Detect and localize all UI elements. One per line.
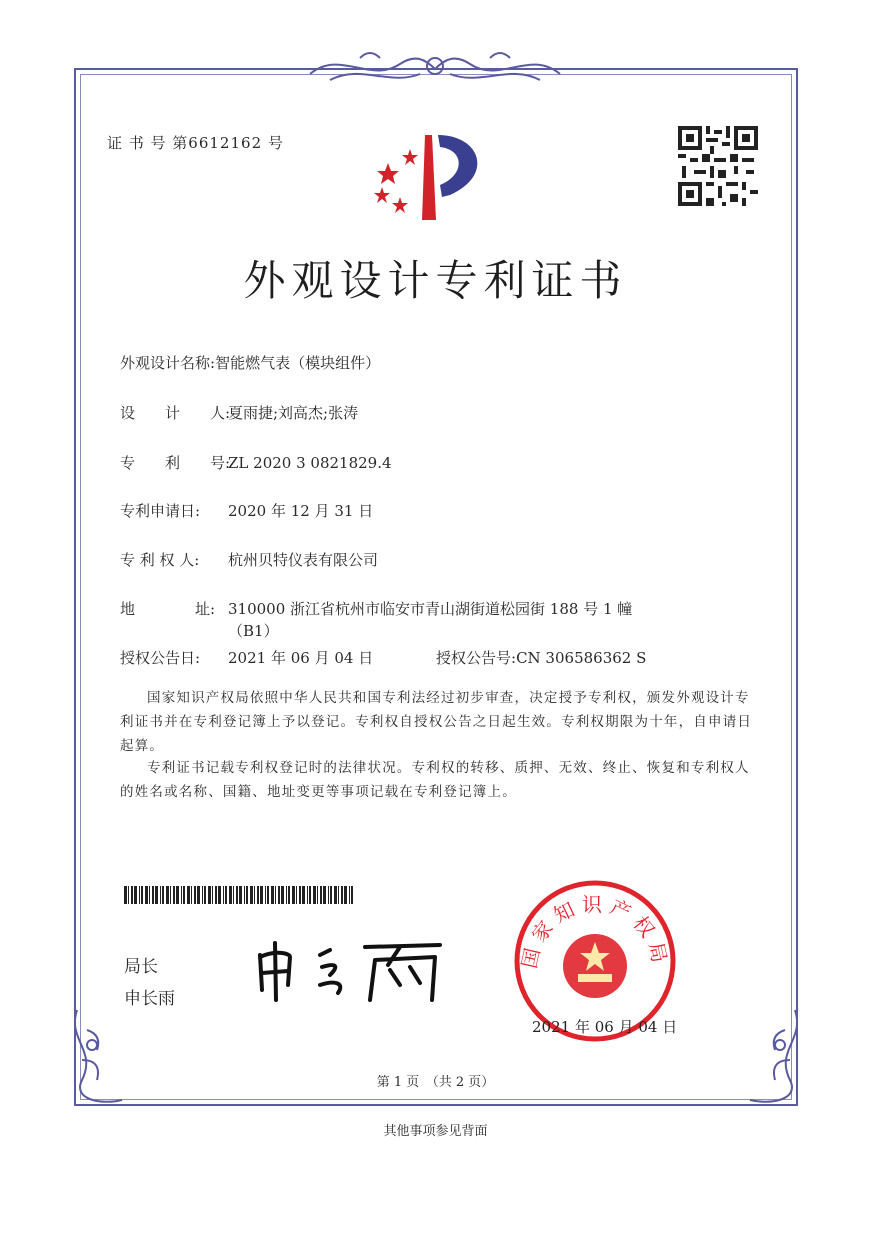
designer-value: 夏雨捷;刘高杰;张涛 [228, 404, 359, 422]
barcode-bar [275, 886, 276, 904]
barcode-bar [191, 886, 192, 904]
barcode-bar [218, 886, 221, 904]
barcode-bar [323, 886, 326, 904]
filing-date-value: 2020 年 12 月 31 日 [228, 502, 374, 520]
grant-number-label: 授权公告号: [436, 649, 517, 667]
handwritten-signature [250, 935, 450, 1005]
grant-number-value: CN 306586362 S [516, 649, 647, 667]
filing-date-row [120, 500, 373, 521]
qr-code-icon [678, 126, 758, 206]
barcode-bar [212, 886, 213, 904]
barcode-bar [330, 886, 332, 904]
barcode-bar [286, 886, 287, 904]
seal-date: 2021 年 06 月 04 日 [532, 1018, 678, 1036]
barcode-bar [160, 886, 161, 904]
barcode-bar [128, 886, 129, 904]
patent-number-label: 专 利 号: [120, 454, 231, 472]
barcode-bar [202, 886, 203, 904]
certificate-number: 证 书 号 第6612162 号 [107, 134, 284, 152]
footer-note: 其他事项参见背面 [383, 1124, 488, 1139]
barcode-bar [317, 886, 318, 904]
barcode-bar [254, 886, 255, 904]
barcode-bar [215, 886, 217, 904]
barcode-bar [271, 886, 274, 904]
barcode-bar [225, 886, 227, 904]
barcode-bar [131, 886, 133, 904]
barcode-icon [124, 886, 354, 904]
barcode-bar [162, 886, 164, 904]
barcode-bar [349, 886, 350, 904]
barcode-bar [351, 886, 353, 904]
barcode-bar [236, 886, 238, 904]
address-value-line2: （B1） [228, 622, 279, 640]
barcode-bar [187, 886, 190, 904]
barcode-bar [292, 886, 295, 904]
barcode-bar [239, 886, 242, 904]
barcode-bar [176, 886, 179, 904]
designer-label: 设 计 人: [120, 404, 231, 422]
barcode-bar [170, 886, 171, 904]
barcode-bar [278, 886, 280, 904]
director-name: 申长雨 [124, 989, 175, 1009]
address-value-line1: 310000 浙江省杭州市临安市青山湖街道松园街 188 号 1 幢 [228, 600, 633, 618]
barcode-bar [141, 886, 143, 904]
barcode-bar [124, 886, 127, 904]
patentee-label: 专 利 权 人: [120, 551, 200, 569]
body-paragraph-1: 国家知识产权局依照中华人民共和国专利法经过初步审查，决定授予专利权，颁发外观设计专利证书并在专利登记簿上予以登记。专利权自授权公告之日起生效。专利权期限为十年，自申请日起算。 [120, 690, 753, 754]
barcode-bar [334, 886, 337, 904]
barcode-bar [194, 886, 196, 904]
design-name-label: 外观设计名称: [120, 354, 216, 372]
seal-text: 国家知识产权局 [517, 892, 673, 971]
barcode-bar [320, 886, 322, 904]
barcode-bar [181, 886, 182, 904]
design-name-row [120, 352, 380, 373]
address-row [120, 598, 632, 619]
barcode-bar [149, 886, 150, 904]
barcode-bar [152, 886, 154, 904]
barcode-bar [267, 886, 269, 904]
director-title: 局长 [124, 957, 158, 977]
barcode-bar [257, 886, 259, 904]
barcode-bar [344, 886, 347, 904]
barcode-bar [265, 886, 266, 904]
filing-date-label: 专利申请日: [120, 502, 201, 520]
barcode-bar [281, 886, 284, 904]
barcode-bar [197, 886, 200, 904]
barcode-bar [223, 886, 224, 904]
top-ornament [300, 44, 570, 90]
barcode-bar [341, 886, 343, 904]
barcode-bar [166, 886, 169, 904]
bottom-right-ornament [740, 1000, 810, 1110]
barcode-bar [309, 886, 311, 904]
barcode-bar [299, 886, 301, 904]
address-label: 地 址: [120, 600, 216, 618]
barcode-bar [233, 886, 234, 904]
barcode-bar [307, 886, 308, 904]
grant-date-label: 授权公告日: [120, 649, 201, 667]
barcode-bar [302, 886, 305, 904]
certificate-title: 外观设计专利证书 [243, 256, 628, 305]
barcode-bar [173, 886, 175, 904]
page-number: 第 1 页 （共 2 页） [376, 1075, 495, 1090]
barcode-bar [246, 886, 248, 904]
barcode-bar [296, 886, 297, 904]
patent-number-value: ZL 2020 3 0821829.4 [228, 454, 392, 472]
cnipa-logo-icon [370, 125, 500, 225]
barcode-bar [145, 886, 148, 904]
patentee-value: 杭州贝特仪表有限公司 [228, 551, 379, 569]
barcode-bar [139, 886, 140, 904]
body-paragraph-2: 专利证书记载专利权登记时的法律状况。专利权的转移、质押、无效、终止、恢复和专利权人的姓名或名称、国籍、地址变更等事项记载在专利登记簿上。 [120, 760, 750, 800]
barcode-bar [134, 886, 137, 904]
patent-number-row [120, 452, 392, 473]
barcode-bar [328, 886, 329, 904]
grant-date-row [120, 647, 373, 668]
barcode-bar [244, 886, 245, 904]
barcode-bar [338, 886, 339, 904]
barcode-bar [260, 886, 263, 904]
barcode-bar [250, 886, 253, 904]
barcode-bar [229, 886, 232, 904]
patentee-row [120, 549, 378, 570]
barcode-bar [208, 886, 211, 904]
designer-row [120, 402, 358, 423]
barcode-bar [183, 886, 185, 904]
grant-number-row [436, 647, 646, 668]
bottom-left-ornament [62, 1000, 132, 1110]
barcode-bar [288, 886, 290, 904]
design-name-value: 智能燃气表（模块组件） [215, 354, 381, 372]
barcode-bar [155, 886, 158, 904]
grant-date-value: 2021 年 06 月 04 日 [228, 649, 374, 667]
barcode-bar [204, 886, 206, 904]
barcode-bar [313, 886, 316, 904]
